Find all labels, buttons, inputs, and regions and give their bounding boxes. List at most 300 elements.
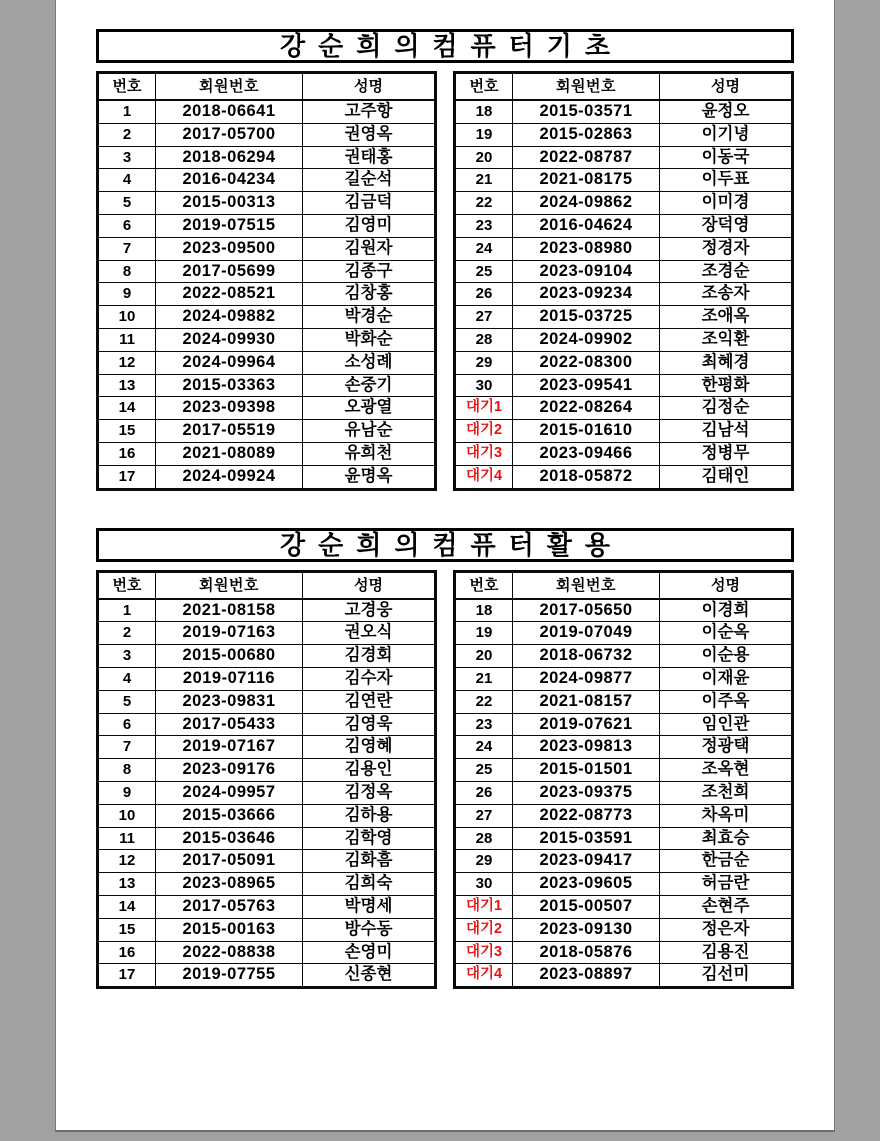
member-name: 김화흠 xyxy=(344,851,393,870)
table-row xyxy=(456,781,791,804)
member-name: 고주항 xyxy=(344,102,393,120)
member-id: 2024-09964 xyxy=(156,352,303,374)
member-name: 김희숙 xyxy=(344,874,393,893)
row-number: 29 xyxy=(456,352,513,374)
row-number: 대기4 xyxy=(456,964,513,986)
member-name: 이주옥 xyxy=(701,691,750,710)
member-name: 고경웅 xyxy=(344,600,393,619)
member-name: 이순옥 xyxy=(701,623,750,642)
table-row xyxy=(99,963,434,986)
member-name: 이경희 xyxy=(701,600,750,619)
table-row xyxy=(456,735,791,758)
member-id: 2023-09466 xyxy=(513,443,660,465)
member-name: 손중기 xyxy=(344,375,393,394)
table-row xyxy=(99,735,434,758)
row-number: 19 xyxy=(456,622,513,644)
table-row xyxy=(456,621,791,644)
row-number: 12 xyxy=(99,352,156,374)
member-id: 2022-08773 xyxy=(513,805,660,827)
member-name: 김연란 xyxy=(344,691,393,710)
document-page xyxy=(55,0,835,1132)
table-row xyxy=(456,168,791,191)
member-name: 이기녕 xyxy=(701,124,750,143)
member-id: 2019-07167 xyxy=(156,736,303,758)
row-number: 15 xyxy=(99,919,156,941)
table-row xyxy=(99,600,434,622)
member-id: 2023-09398 xyxy=(156,397,303,419)
member-id: 2017-05433 xyxy=(156,714,303,736)
section-title: 강순희의컴퓨터기초 xyxy=(96,29,794,63)
member-id: 2015-00680 xyxy=(156,645,303,667)
member-name: 정은자 xyxy=(701,919,750,938)
table-row xyxy=(456,282,791,305)
row-number: 18 xyxy=(456,101,513,123)
member-name: 김원자 xyxy=(344,238,393,257)
member-id: 2024-09882 xyxy=(156,306,303,328)
member-name: 이동국 xyxy=(701,147,750,166)
member-name: 김영혜 xyxy=(344,737,393,756)
table-row xyxy=(456,123,791,146)
row-number: 8 xyxy=(99,759,156,781)
row-number: 23 xyxy=(456,714,513,736)
row-number: 29 xyxy=(456,850,513,872)
table-row xyxy=(99,351,434,374)
member-name: 조경순 xyxy=(701,261,750,280)
member-name: 김용인 xyxy=(344,760,393,779)
table-row xyxy=(456,963,791,986)
table-row xyxy=(99,918,434,941)
table-row xyxy=(456,260,791,283)
row-number: 9 xyxy=(99,283,156,305)
member-id: 2016-04624 xyxy=(513,215,660,237)
member-name: 차옥미 xyxy=(701,805,750,824)
table-row xyxy=(99,644,434,667)
member-id: 2023-09130 xyxy=(513,919,660,941)
member-id: 2018-06641 xyxy=(156,101,303,123)
member-name: 김영욱 xyxy=(344,714,393,733)
member-name: 김정순 xyxy=(701,398,750,417)
member-id: 2021-08158 xyxy=(156,600,303,622)
member-name: 정경자 xyxy=(701,238,750,257)
row-number: 26 xyxy=(456,283,513,305)
table-row xyxy=(456,690,791,713)
row-number: 23 xyxy=(456,215,513,237)
row-number: 7 xyxy=(99,736,156,758)
table-row xyxy=(456,941,791,964)
table-row xyxy=(456,328,791,351)
row-number: 25 xyxy=(456,759,513,781)
table-row xyxy=(99,282,434,305)
member-id: 2017-05091 xyxy=(156,850,303,872)
table-header-row xyxy=(99,573,434,600)
member-id: 2023-09375 xyxy=(513,782,660,804)
column-header: 회원번호 xyxy=(513,573,660,598)
member-id: 2024-09930 xyxy=(156,329,303,351)
column-header: 회원번호 xyxy=(156,573,303,598)
row-number: 11 xyxy=(99,329,156,351)
member-id: 2015-01610 xyxy=(513,420,660,442)
member-name: 김하용 xyxy=(344,805,393,824)
column-header: 번호 xyxy=(99,74,156,99)
member-name: 유남순 xyxy=(344,421,393,440)
member-id: 2017-05700 xyxy=(156,124,303,146)
member-name: 이재윤 xyxy=(701,668,750,687)
member-name: 유희천 xyxy=(344,443,393,462)
roster-table xyxy=(96,570,437,990)
member-name: 박명세 xyxy=(344,896,393,915)
member-id: 2019-07755 xyxy=(156,964,303,986)
table-row xyxy=(456,644,791,667)
tables-row xyxy=(96,570,794,990)
row-number: 28 xyxy=(456,329,513,351)
row-number: 13 xyxy=(99,873,156,895)
member-name: 조익환 xyxy=(701,329,750,348)
row-number: 18 xyxy=(456,600,513,622)
member-name: 정광택 xyxy=(701,737,750,756)
member-name: 이순용 xyxy=(701,646,750,665)
member-id: 2023-09813 xyxy=(513,736,660,758)
roster-table xyxy=(453,71,794,491)
member-id: 2019-07116 xyxy=(156,668,303,690)
row-number: 21 xyxy=(456,169,513,191)
member-name: 손현주 xyxy=(701,896,750,915)
rows-container xyxy=(456,101,791,488)
member-name: 임인관 xyxy=(701,714,750,733)
table-row xyxy=(99,237,434,260)
table-row xyxy=(456,895,791,918)
member-name: 권영옥 xyxy=(344,124,393,143)
member-id: 2018-05872 xyxy=(513,466,660,488)
member-id: 2018-06294 xyxy=(156,147,303,169)
row-number: 대기3 xyxy=(456,942,513,964)
table-row xyxy=(456,804,791,827)
table-row xyxy=(99,827,434,850)
column-header: 성명 xyxy=(354,78,383,95)
table-row xyxy=(99,214,434,237)
tables-row xyxy=(96,71,794,491)
member-name: 한금순 xyxy=(701,851,750,870)
row-number: 3 xyxy=(99,645,156,667)
member-name: 방수동 xyxy=(344,919,393,938)
member-id: 2024-09902 xyxy=(513,329,660,351)
table-row xyxy=(99,465,434,488)
member-id: 2023-09541 xyxy=(513,375,660,397)
member-name: 최혜경 xyxy=(701,352,750,371)
row-number: 대기1 xyxy=(456,397,513,419)
sections-container xyxy=(96,29,794,989)
member-name: 길순석 xyxy=(344,170,393,189)
row-number: 17 xyxy=(99,466,156,488)
table-row xyxy=(456,237,791,260)
member-id: 2022-08264 xyxy=(513,397,660,419)
table-row xyxy=(456,918,791,941)
column-header: 회원번호 xyxy=(156,74,303,99)
member-id: 2015-00507 xyxy=(513,896,660,918)
table-row xyxy=(99,328,434,351)
table-row xyxy=(99,191,434,214)
member-id: 2017-05519 xyxy=(156,420,303,442)
table-row xyxy=(456,305,791,328)
table-row xyxy=(456,146,791,169)
member-name: 박화순 xyxy=(344,329,393,348)
member-id: 2022-08787 xyxy=(513,147,660,169)
member-name: 손영미 xyxy=(344,942,393,961)
member-id: 2024-09877 xyxy=(513,668,660,690)
rows-container xyxy=(99,101,434,488)
member-id: 2019-07049 xyxy=(513,622,660,644)
roster-table xyxy=(453,570,794,990)
table-row xyxy=(99,260,434,283)
member-id: 2023-08897 xyxy=(513,964,660,986)
member-name: 김학영 xyxy=(344,828,393,847)
member-name: 정병무 xyxy=(701,443,750,462)
member-id: 2015-03591 xyxy=(513,828,660,850)
member-name: 김경회 xyxy=(344,646,393,665)
table-row xyxy=(99,713,434,736)
member-name: 김수자 xyxy=(344,668,393,687)
row-number: 2 xyxy=(99,622,156,644)
member-name: 조애옥 xyxy=(701,307,750,326)
row-number: 3 xyxy=(99,147,156,169)
member-name: 이두표 xyxy=(701,170,750,189)
row-number: 16 xyxy=(99,443,156,465)
member-id: 2015-03363 xyxy=(156,375,303,397)
member-id: 2023-09104 xyxy=(513,261,660,283)
member-name: 김남석 xyxy=(701,421,750,440)
table-row xyxy=(456,191,791,214)
column-header: 번호 xyxy=(456,573,513,598)
member-id: 2023-08980 xyxy=(513,238,660,260)
table-row xyxy=(99,305,434,328)
member-id: 2015-01501 xyxy=(513,759,660,781)
member-id: 2015-00163 xyxy=(156,919,303,941)
member-name: 김정옥 xyxy=(344,782,393,801)
table-row xyxy=(456,419,791,442)
section-title: 강순희의컴퓨터활용 xyxy=(96,528,794,562)
member-name: 허금란 xyxy=(701,874,750,893)
member-id: 2023-09500 xyxy=(156,238,303,260)
member-id: 2023-09176 xyxy=(156,759,303,781)
row-number: 6 xyxy=(99,714,156,736)
row-number: 12 xyxy=(99,850,156,872)
table-row xyxy=(99,621,434,644)
column-header: 회원번호 xyxy=(513,74,660,99)
row-number: 4 xyxy=(99,169,156,191)
row-number: 4 xyxy=(99,668,156,690)
row-number: 대기3 xyxy=(456,443,513,465)
row-number: 24 xyxy=(456,736,513,758)
member-id: 2017-05763 xyxy=(156,896,303,918)
member-name: 윤정오 xyxy=(701,102,750,120)
page-content xyxy=(96,29,794,989)
table-row xyxy=(99,872,434,895)
member-name: 김창홍 xyxy=(344,284,393,303)
member-id: 2023-09417 xyxy=(513,850,660,872)
member-name: 장덕영 xyxy=(701,215,750,234)
member-name: 신종현 xyxy=(344,965,393,984)
table-row xyxy=(99,667,434,690)
member-id: 2024-09924 xyxy=(156,466,303,488)
row-number: 14 xyxy=(99,397,156,419)
row-number: 9 xyxy=(99,782,156,804)
member-id: 2022-08521 xyxy=(156,283,303,305)
member-name: 조옥현 xyxy=(701,760,750,779)
member-id: 2021-08157 xyxy=(513,691,660,713)
row-number: 7 xyxy=(99,238,156,260)
rows-container xyxy=(456,600,791,987)
row-number: 20 xyxy=(456,645,513,667)
member-id: 2024-09957 xyxy=(156,782,303,804)
member-id: 2015-02863 xyxy=(513,124,660,146)
member-id: 2023-09605 xyxy=(513,873,660,895)
member-name: 박경순 xyxy=(344,307,393,326)
member-id: 2023-09831 xyxy=(156,691,303,713)
member-id: 2016-04234 xyxy=(156,169,303,191)
column-header: 성명 xyxy=(354,576,383,594)
member-id: 2015-03725 xyxy=(513,306,660,328)
member-id: 2018-06732 xyxy=(513,645,660,667)
member-name: 소성례 xyxy=(344,352,393,371)
table-row xyxy=(456,465,791,488)
member-id: 2015-03646 xyxy=(156,828,303,850)
member-name: 김영미 xyxy=(344,215,393,234)
row-number: 15 xyxy=(99,420,156,442)
member-id: 2023-09234 xyxy=(513,283,660,305)
member-id: 2021-08175 xyxy=(513,169,660,191)
table-row xyxy=(456,351,791,374)
row-number: 27 xyxy=(456,805,513,827)
member-name: 김종구 xyxy=(344,261,393,280)
row-number: 6 xyxy=(99,215,156,237)
table-row xyxy=(456,374,791,397)
table-row xyxy=(99,123,434,146)
member-name: 한평화 xyxy=(701,375,750,394)
member-id: 2021-08089 xyxy=(156,443,303,465)
table-row xyxy=(99,781,434,804)
row-number: 21 xyxy=(456,668,513,690)
row-number: 20 xyxy=(456,147,513,169)
row-number: 대기4 xyxy=(456,466,513,488)
row-number: 22 xyxy=(456,691,513,713)
table-header-row xyxy=(99,74,434,101)
roster-table xyxy=(96,71,437,491)
member-name: 조천희 xyxy=(701,782,750,801)
member-name: 오광열 xyxy=(344,398,393,417)
table-row xyxy=(99,442,434,465)
row-number: 22 xyxy=(456,192,513,214)
member-id: 2019-07515 xyxy=(156,215,303,237)
row-number: 5 xyxy=(99,691,156,713)
member-name: 이미경 xyxy=(701,193,750,212)
table-row xyxy=(99,168,434,191)
member-id: 2022-08300 xyxy=(513,352,660,374)
table-row xyxy=(99,895,434,918)
row-number: 17 xyxy=(99,964,156,986)
row-number: 30 xyxy=(456,873,513,895)
row-number: 10 xyxy=(99,306,156,328)
column-header: 성명 xyxy=(711,78,740,95)
member-id: 2015-03571 xyxy=(513,101,660,123)
row-number: 24 xyxy=(456,238,513,260)
row-number: 13 xyxy=(99,375,156,397)
row-number: 10 xyxy=(99,805,156,827)
table-row xyxy=(456,667,791,690)
row-number: 28 xyxy=(456,828,513,850)
member-id: 2018-05876 xyxy=(513,942,660,964)
table-row xyxy=(456,827,791,850)
member-name: 김용진 xyxy=(701,942,750,961)
row-number: 14 xyxy=(99,896,156,918)
row-number: 5 xyxy=(99,192,156,214)
table-row xyxy=(99,849,434,872)
table-row xyxy=(99,101,434,123)
table-row xyxy=(456,849,791,872)
table-row xyxy=(99,146,434,169)
table-row xyxy=(456,214,791,237)
rows-container xyxy=(99,600,434,987)
row-number: 30 xyxy=(456,375,513,397)
table-row xyxy=(99,758,434,781)
row-number: 27 xyxy=(456,306,513,328)
member-id: 2019-07163 xyxy=(156,622,303,644)
row-number: 대기1 xyxy=(456,896,513,918)
row-number: 16 xyxy=(99,942,156,964)
table-row xyxy=(456,396,791,419)
member-name: 김태인 xyxy=(701,466,750,485)
member-id: 2015-03666 xyxy=(156,805,303,827)
table-row xyxy=(99,941,434,964)
table-row xyxy=(99,419,434,442)
member-name: 김금덕 xyxy=(344,193,393,212)
row-number: 1 xyxy=(99,600,156,622)
row-number: 1 xyxy=(99,101,156,123)
table-row xyxy=(456,442,791,465)
table-row xyxy=(456,758,791,781)
row-number: 26 xyxy=(456,782,513,804)
roster-section xyxy=(96,528,794,990)
column-header: 번호 xyxy=(99,573,156,598)
member-name: 권태홍 xyxy=(344,147,393,166)
table-row xyxy=(456,101,791,123)
member-id: 2024-09862 xyxy=(513,192,660,214)
table-row xyxy=(99,690,434,713)
table-header-row xyxy=(456,74,791,101)
row-number: 19 xyxy=(456,124,513,146)
table-row xyxy=(456,600,791,622)
member-name: 조송자 xyxy=(701,284,750,303)
table-row xyxy=(456,713,791,736)
table-header-row xyxy=(456,573,791,600)
row-number: 대기2 xyxy=(456,919,513,941)
roster-section xyxy=(96,29,794,491)
row-number: 25 xyxy=(456,261,513,283)
member-id: 2022-08838 xyxy=(156,942,303,964)
member-id: 2023-08965 xyxy=(156,873,303,895)
member-id: 2015-00313 xyxy=(156,192,303,214)
row-number: 11 xyxy=(99,828,156,850)
table-row xyxy=(99,374,434,397)
row-number: 2 xyxy=(99,124,156,146)
member-name: 권오식 xyxy=(344,623,393,642)
table-row xyxy=(99,804,434,827)
table-row xyxy=(99,396,434,419)
member-id: 2019-07621 xyxy=(513,714,660,736)
row-number: 대기2 xyxy=(456,420,513,442)
table-row xyxy=(456,872,791,895)
member-id: 2017-05699 xyxy=(156,261,303,283)
column-header: 번호 xyxy=(456,74,513,99)
member-id: 2017-05650 xyxy=(513,600,660,622)
